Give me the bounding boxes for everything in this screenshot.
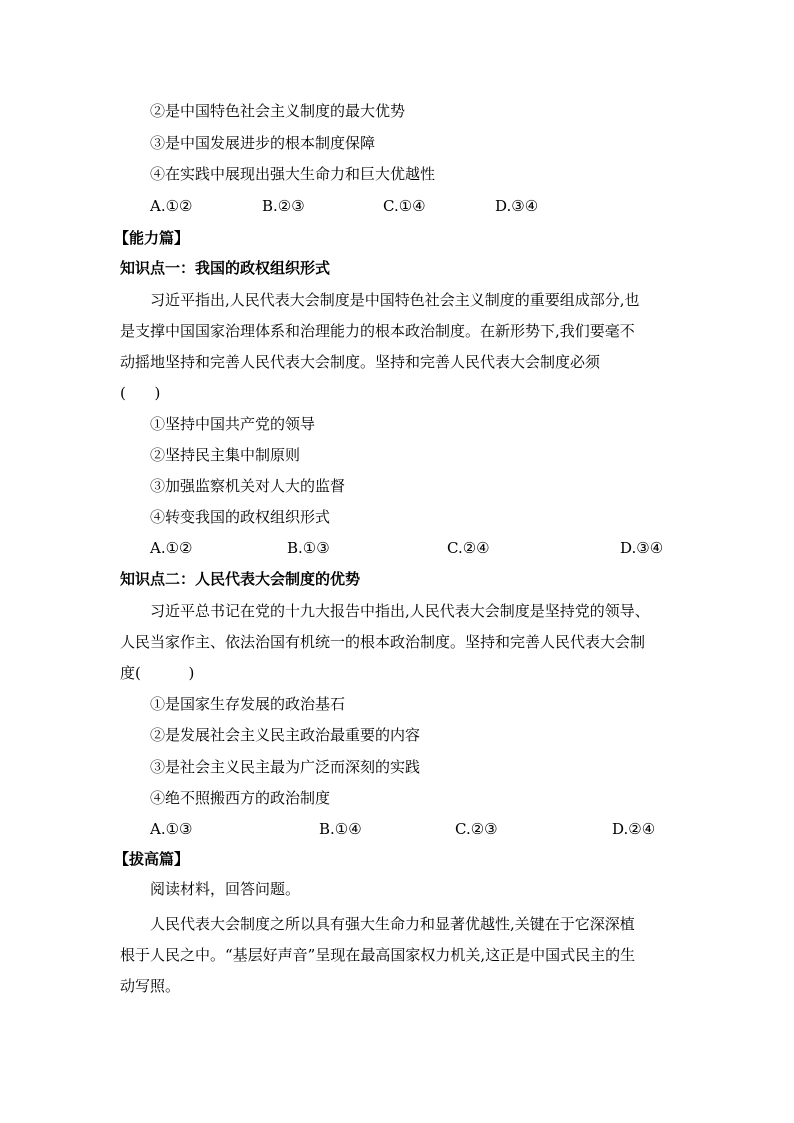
kp2-item-4: ④绝不照搬西方的政治制度	[150, 789, 331, 807]
kp1-heading: 知识点一：我国的政权组织形式	[120, 259, 331, 277]
kp1-stem-line-1: 习近平指出,人民代表大会制度是中国特色社会主义制度的重要组成部分,也	[150, 291, 640, 309]
kp1-item-3: ③加强监察机关对人大的监督	[150, 477, 346, 495]
reading-line-3: 动写照。	[120, 977, 181, 995]
kp1-item-1: ①坚持中国共产党的领导	[150, 415, 316, 433]
kp2-item-3: ③是社会主义民主最为广泛而深刻的实践	[150, 758, 421, 776]
kp1-stem-line-3: 动摇地坚持和完善人民代表大会制度。坚持和完善人民代表大会制度必须	[120, 353, 601, 371]
prev-option-a: A.①②	[150, 197, 193, 215]
kp1-option-d: D.③④	[620, 539, 664, 557]
kp2-option-a: A.①③	[150, 820, 193, 838]
prev-option-b: B.②③	[262, 197, 305, 215]
kp2-item-1: ①是国家生存发展的政治基石	[150, 695, 346, 713]
prev-option-d: D.③④	[495, 197, 539, 215]
section-heading-advanced: 【拔高篇】	[114, 850, 190, 868]
kp2-stem-line-3: 度( )	[120, 664, 195, 682]
prev-option-c: C.①④	[383, 197, 426, 215]
reading-line-2: 根于人民之中。“基层好声音”呈现在最高国家权力机关,这正是中国式民主的生	[120, 946, 636, 964]
kp1-answer-blank: ( )	[120, 384, 161, 402]
kp2-heading: 知识点二：人民代表大会制度的优势	[120, 570, 361, 588]
reading-instruction: 阅读材料，回答问题。	[150, 880, 301, 898]
kp1-option-a: A.①②	[150, 539, 193, 557]
kp2-stem-line-1: 习近平总书记在党的十九大报告中指出,人民代表大会制度是坚持党的领导、	[150, 602, 650, 620]
prev-item-4: ④在实践中展现出强大生命力和巨大优越性	[150, 165, 436, 183]
kp1-stem-line-2: 是支撑中国国家治理体系和治理能力的根本政治制度。在新形势下,我们要毫不	[120, 322, 635, 340]
kp2-option-b: B.①④	[319, 820, 362, 838]
reading-line-1: 人民代表大会制度之所以具有强大生命力和显著优越性,关键在于它深深植	[150, 915, 635, 933]
kp1-option-b: B.①③	[287, 539, 330, 557]
kp2-option-d: D.②④	[612, 820, 656, 838]
kp1-item-4: ④转变我国的政权组织形式	[150, 508, 331, 526]
prev-item-2: ②是中国特色社会主义制度的最大优势	[150, 102, 406, 120]
section-heading-ability: 【能力篇】	[114, 229, 190, 247]
prev-item-3: ③是中国发展进步的根本制度保障	[150, 134, 376, 152]
kp2-item-2: ②是发展社会主义民主政治最重要的内容	[150, 726, 421, 744]
kp1-option-c: C.②④	[447, 539, 490, 557]
kp2-option-c: C.②③	[455, 820, 498, 838]
kp2-stem-line-2: 人民当家作主、依法治国有机统一的根本政治制度。坚持和完善人民代表大会制	[120, 633, 646, 651]
kp1-item-2: ②坚持民主集中制原则	[150, 446, 301, 464]
